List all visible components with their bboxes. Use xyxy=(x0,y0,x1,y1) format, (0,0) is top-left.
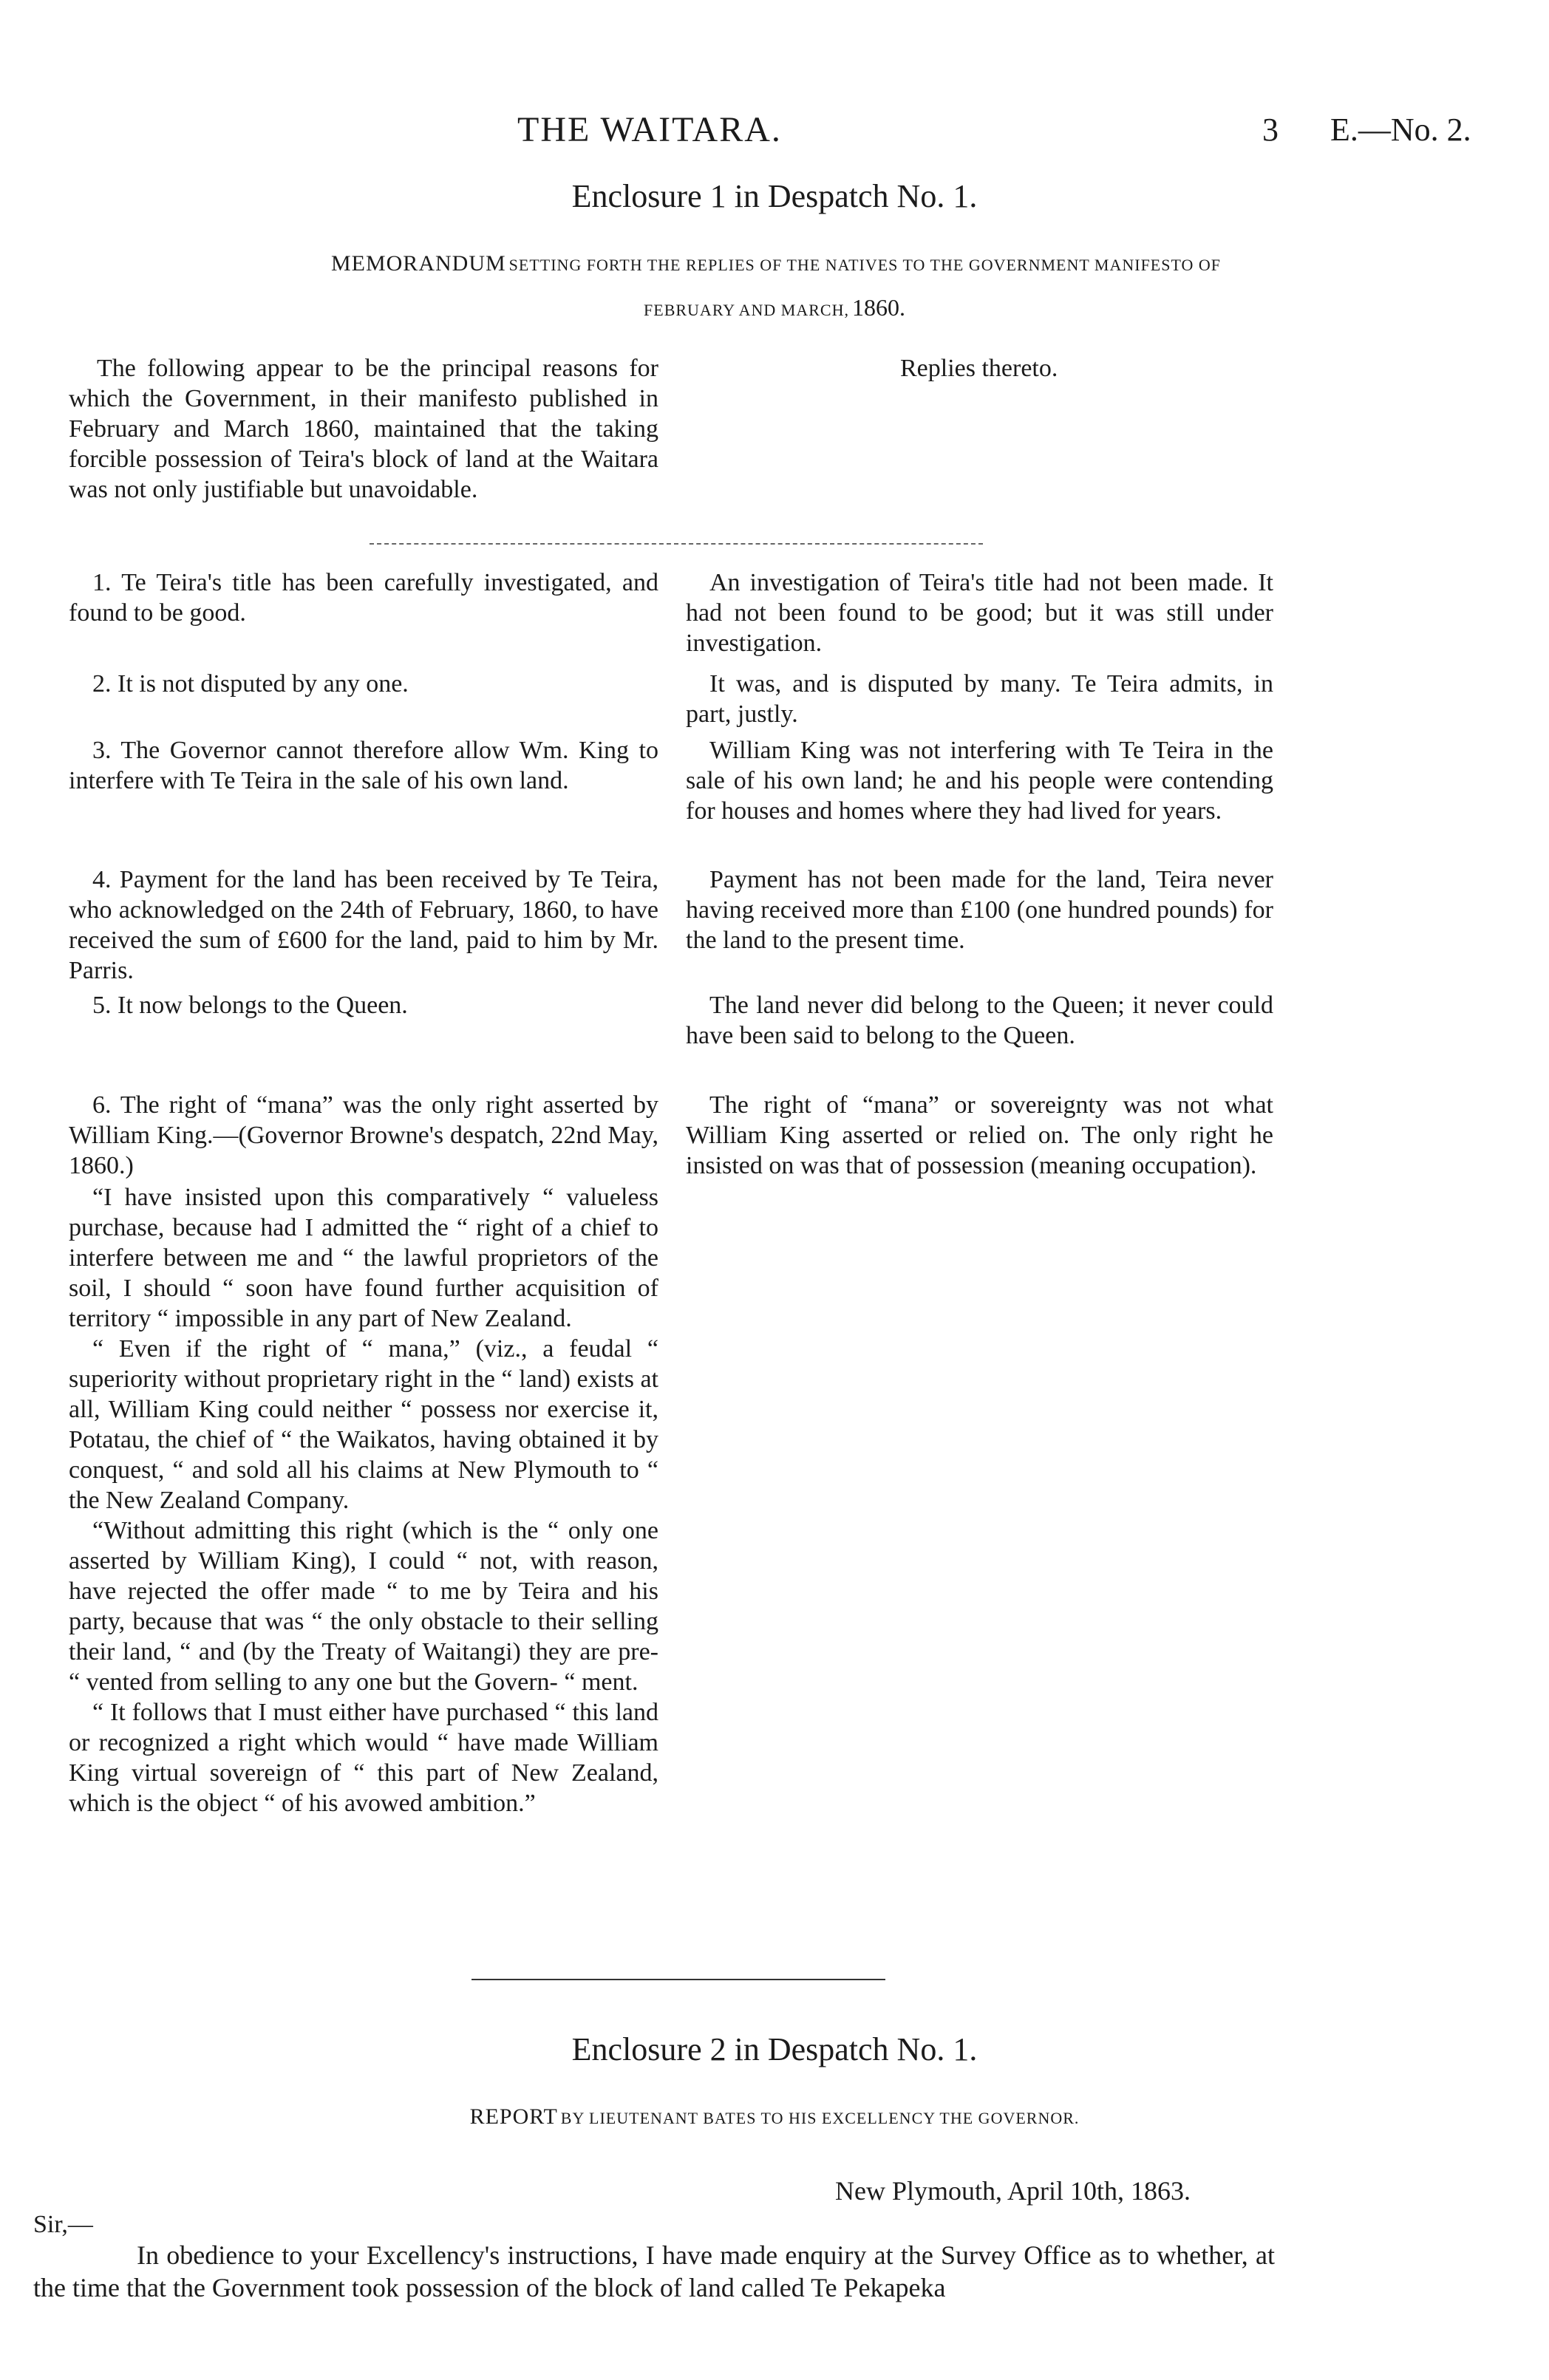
report-body: In obedience to your Excellency's instructions, I have made enquiry at the Survey Office as to whether, at the time that the Government took possession of the block of land called Te Pekapeka xyxy=(33,2240,1275,2302)
report-title xyxy=(0,2104,1549,2130)
item-3-reply: William King was not interfering with Te Teira in the sale of his own land; he and his people were contending for houses and homes where they had lived for years. xyxy=(686,737,1273,825)
quote-paragraph: “ Even if the right of “ mana,” (viz., a feudal “ superiority without proprietary right in the “ land) exists at all, William King could neither “ possess nor exercise it, Potatau, the chief of “ the Waikatos, having obtained it by conquest, “ and sold all his claims at New Plymouth to “ the New Zealand Company. xyxy=(69,1335,658,1514)
memorandum-subtitle-line1: SETTING FORTH THE REPLIES OF THE NATIVES TO THE GOVERNMENT MANIFESTO OF xyxy=(508,256,1222,274)
intro-right: Replies thereto. xyxy=(900,355,1058,382)
item-4-left: 4. Payment for the land has been received by Te Teira, who acknowledged on the 24th of February, 1860, to have received the sum of £600 for the land, paid to him by Mr. Parris. xyxy=(69,866,658,984)
memorandum-lead: MEMORANDUM xyxy=(330,251,506,276)
column-divider-rule xyxy=(370,543,983,545)
page-number: 3 xyxy=(1262,112,1279,148)
quote-paragraph: “I have insisted upon this comparatively “ valueless purchase, because had I admitted the “ right of a chief to interfere between me and “ the lawful proprietors of the soil, I should “ soon have found further acquisition of territory “ impossible in any part of New Zealand. xyxy=(69,1184,658,1332)
running-title: THE WAITARA. xyxy=(517,110,782,149)
memorandum-title xyxy=(52,251,1500,276)
item-6-left: 6. The right of “mana” was the only right asserted by William King.—(Governor Browne's despatch, 22nd May, 1860.) xyxy=(69,1091,658,1179)
item-3-left: 3. The Governor cannot therefore allow Wm. King to interfere with Te Teira in the sale of his own land. xyxy=(69,737,658,794)
item-4-reply: Payment has not been made for the land, Teira never having received more than £100 (one hundred pounds) for the land to the present time. xyxy=(686,866,1273,954)
salutation: Sir,— xyxy=(33,2211,93,2238)
dateline: New Plymouth, April 10th, 1863. xyxy=(835,2176,1191,2206)
item-5-reply: The land never did belong to the Queen; it never could have been said to belong to the Queen. xyxy=(686,992,1273,1049)
section-separator xyxy=(471,1979,885,1980)
quote-paragraph: “ It follows that I must either have purchased “ this land or recognized a right which would “ have made William King virtual sovereign of “ this part of New Zealand, which is the object “ of his avowed ambition.” xyxy=(69,1699,658,1817)
memorandum-title-line2 xyxy=(0,294,1549,321)
report-subtitle: BY LIEUTENANT BATES TO HIS EXCELLENCY THE GOVERNOR. xyxy=(560,2109,1080,2127)
item-5-left: 5. It now belongs to the Queen. xyxy=(92,992,408,1019)
governor-quote-block xyxy=(69,1182,658,1818)
enclosure-2-heading: Enclosure 2 in Despatch No. 1. xyxy=(571,2031,978,2067)
item-1-left: 1. Te Teira's title has been carefully investigated, and found to be good. xyxy=(69,569,658,627)
item-2-left: 2. It is not disputed by any one. xyxy=(92,670,409,698)
memorandum-year: 1860. xyxy=(851,294,905,321)
item-6-reply: The right of “mana” or sovereignty was not what William King asserted or relied on. The only right he insisted on was that of possession (meaning occupation). xyxy=(686,1091,1273,1179)
document-reference: E.—No. 2. xyxy=(1330,112,1471,148)
memorandum-subtitle-line2: FEBRUARY AND MARCH, xyxy=(644,301,849,319)
intro-left: The following appear to be the principal reasons for which the Government, in their manifesto published in February and March 1860, maintained that the taking forcible possession of Teira's block of land at the Waitara was not only justifiable but unavoidable. xyxy=(69,355,658,503)
report-lead: REPORT xyxy=(469,2104,558,2129)
enclosure-1-heading: Enclosure 1 in Despatch No. 1. xyxy=(571,178,978,214)
quote-paragraph: “Without admitting this right (which is the “ only one asserted by William King), I could “ not, with reason, have rejected the offer made “ to me by Teira and his party, because that was “ the only obstacle to their selling their land, “ and (by the Treaty of Waitangi) they are pre- “ vented from selling to any one but the Govern- “ ment. xyxy=(69,1517,658,1696)
item-2-reply: It was, and is disputed by many. Te Teira admits, in part, justly. xyxy=(686,670,1273,728)
item-1-reply: An investigation of Teira's title had not been made. It had not been found to be good; but it was still under investigation. xyxy=(686,569,1273,657)
